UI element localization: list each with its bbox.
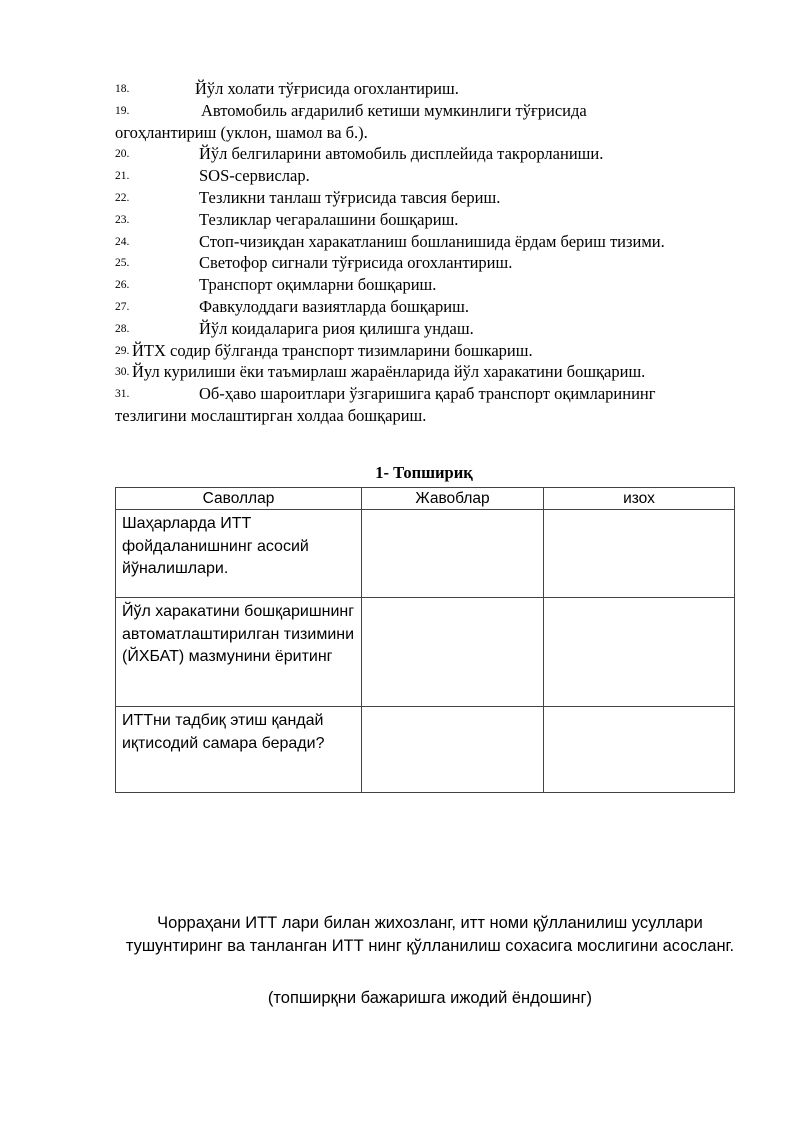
- header-notes: изох: [544, 488, 735, 510]
- list-item: [115, 100, 755, 144]
- list-item-number: 31.: [115, 388, 130, 401]
- list-item: [115, 143, 755, 165]
- list-item-text: Тезликни танлаш тўғрисида тавсия бериш.: [199, 187, 501, 207]
- list-item: [115, 318, 755, 340]
- list-item-text: Фавкулоддаги вазиятларда бошқариш.: [199, 296, 469, 316]
- list-item-text: Йўл холати тўғрисида огохлантириш.: [195, 79, 459, 98]
- list-item: [115, 187, 755, 209]
- list-item-number: 24.: [115, 235, 130, 248]
- list-item: [115, 340, 755, 362]
- list-item: [115, 296, 755, 318]
- note-cell[interactable]: [544, 598, 735, 707]
- list-item: [115, 274, 755, 296]
- list-item: [115, 383, 755, 427]
- list-item: [115, 165, 755, 187]
- list-item-text: Йўл белгиларини автомобиль дисплейида такрорланиши.: [199, 144, 604, 164]
- question-cell: Шаҳарларда ИТТ фойдаланишнинг асосий йўналишлари.: [116, 510, 362, 598]
- list-item-number: 18.: [115, 83, 130, 95]
- list-item-number: 30.: [115, 366, 130, 379]
- list-item: [115, 209, 755, 231]
- list-item-number: 20.: [115, 148, 130, 161]
- list-item-number: 26.: [115, 279, 130, 292]
- list-item-continuation: тезлигини мослаштирган холдаа бошқариш.: [115, 405, 427, 425]
- list-item-text: Йўл коидаларига риоя қилишга ундаш.: [199, 318, 474, 338]
- list-item-number: 29.: [115, 344, 130, 357]
- task-title: 1- Топшириқ: [375, 463, 473, 482]
- task-table: [115, 487, 735, 793]
- header-answers: Жавоблар: [362, 488, 544, 510]
- list-item-number: 23.: [115, 213, 130, 226]
- list-item-text: Йул курилиши ёки таъмирлаш жараёнларида йўл харакатини бошқариш.: [132, 362, 646, 382]
- list-item-number: 19.: [115, 104, 130, 117]
- question-cell: ИТТни тадбиқ этиш қандай иқтисодий самара беради?: [116, 707, 362, 793]
- list-item-text: Тезликлар чегаралашини бошқариш.: [199, 209, 459, 229]
- list-item-number: 28.: [115, 322, 130, 335]
- list-item-number: 22.: [115, 191, 130, 204]
- list-item-text: Автомобиль ағдарилиб кетиши мумкинлиги тўғрисида: [201, 100, 587, 120]
- answer-cell[interactable]: [362, 598, 544, 707]
- answer-cell[interactable]: [362, 510, 544, 598]
- table-header-row: [116, 488, 735, 510]
- list-item-continuation: огоҳлантириш (уклон, шамол ва б.).: [115, 122, 368, 142]
- header-questions: Саволлар: [116, 488, 362, 510]
- list-item: [115, 231, 755, 253]
- list-item: [115, 361, 755, 383]
- question-cell: Йўл харакатини бошқаришнинг автоматлаштирилган тизимини (ЙХБАТ) мазмунини ёритинг: [116, 598, 362, 707]
- table-row: [116, 707, 735, 793]
- list-item-text: Светофор сигнали тўғрисида огохлантириш.: [199, 253, 513, 273]
- list-item-text: SOS-сервислар.: [199, 166, 310, 186]
- numbered-list: [115, 78, 755, 427]
- list-item-text: Транспорт оқимларни бошқариш.: [199, 275, 437, 295]
- assignment-note: (топширқни бажаришга ижодий ёндошинг): [267, 989, 593, 1007]
- list-item-number: 21.: [115, 170, 130, 183]
- list-item-number: 25.: [115, 257, 130, 270]
- list-item-text: Стоп-чизиқдан харакатланиш бошланишида ёрдам бериш тизими.: [199, 231, 665, 251]
- list-item-number: 27.: [115, 300, 130, 313]
- list-item: [115, 78, 755, 100]
- table-row: [116, 510, 735, 598]
- list-item-text: Об-ҳаво шароитлари ўзгаришига қараб транспорт оқимларининг: [199, 384, 656, 404]
- assignment-text: Чорраҳани ИТТ лари билан жихозланг, итт номи қўлланилиш усуллари тушунтиринг ва танланган ИТТ нинг қўлланилиш сохасига мослигини асосланг.: [125, 914, 735, 955]
- answer-cell[interactable]: [362, 707, 544, 793]
- table-row: [116, 598, 735, 707]
- list-item-text: ЙТХ содир бўлганда транспорт тизимларини бошкариш.: [132, 340, 533, 360]
- list-item: [115, 252, 755, 274]
- note-cell[interactable]: [544, 510, 735, 598]
- note-cell[interactable]: [544, 707, 735, 793]
